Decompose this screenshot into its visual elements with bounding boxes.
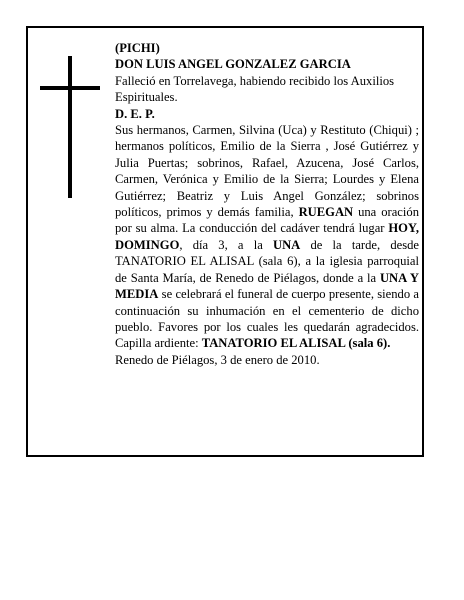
nickname: (PICHI) <box>115 41 160 55</box>
body-text-4: de la tarde, desde TANATORIO EL ALISAL (sala 6), a la iglesia parroquial de Santa María, de Renedo de Piélagos, donde a la <box>115 237 420 285</box>
place-date: Renedo de Piélagos, 3 de enero de 2010. <box>115 352 320 367</box>
body-text-3: , día 3, a la <box>179 237 273 252</box>
body-text-5: se celebrará el funeral de cuerpo presente, siendo a continuación su inhumación en el cementerio de dicho pueblo. Favores por los cuales les quedarán agradecidos. Capilla ardiente: <box>115 287 419 351</box>
family-list: Sus hermanos, Carmen, Silvina (Uca) y Restituto (Chiqui) ; hermanos políticos, Emilio de la Sierra , José Gutiérrez y Julia Puertas; sobrinos, Rafael, Azucena, José Carlos, Carmen, Verónica y Emilio de la Sierra; Lourdes y Elena Gutiérrez; Beatriz y Luis Angel González; sobrinos políticos, primos y demás familia, <box>115 123 419 220</box>
una: UNA <box>272 237 301 252</box>
deceased-name: DON LUIS ANGEL GONZALEZ GARCIA <box>115 57 351 72</box>
body-paragraph <box>115 122 419 352</box>
obituary-text <box>115 40 419 368</box>
capilla-ardiente: TANATORIO EL ALISAL (sala 6). <box>201 336 391 351</box>
rip: D. E. P. <box>115 106 155 121</box>
una-y-media: UNA Y MEDIA <box>115 270 420 302</box>
body-text-2: una oración por su alma. La conducción del cadáver tendrá lugar <box>115 205 419 236</box>
death-statement: Falleció en Torrelavega, habiendo recibido los Auxilios Espirituales. <box>115 73 395 105</box>
ruegan: RUEGAN <box>298 205 354 220</box>
hoy-domingo: HOY, DOMINGO <box>115 221 419 252</box>
obituary-notice <box>26 26 424 457</box>
cross-icon <box>40 56 100 198</box>
cross-horizontal-bar <box>40 86 100 90</box>
cross-vertical-bar <box>68 56 72 198</box>
